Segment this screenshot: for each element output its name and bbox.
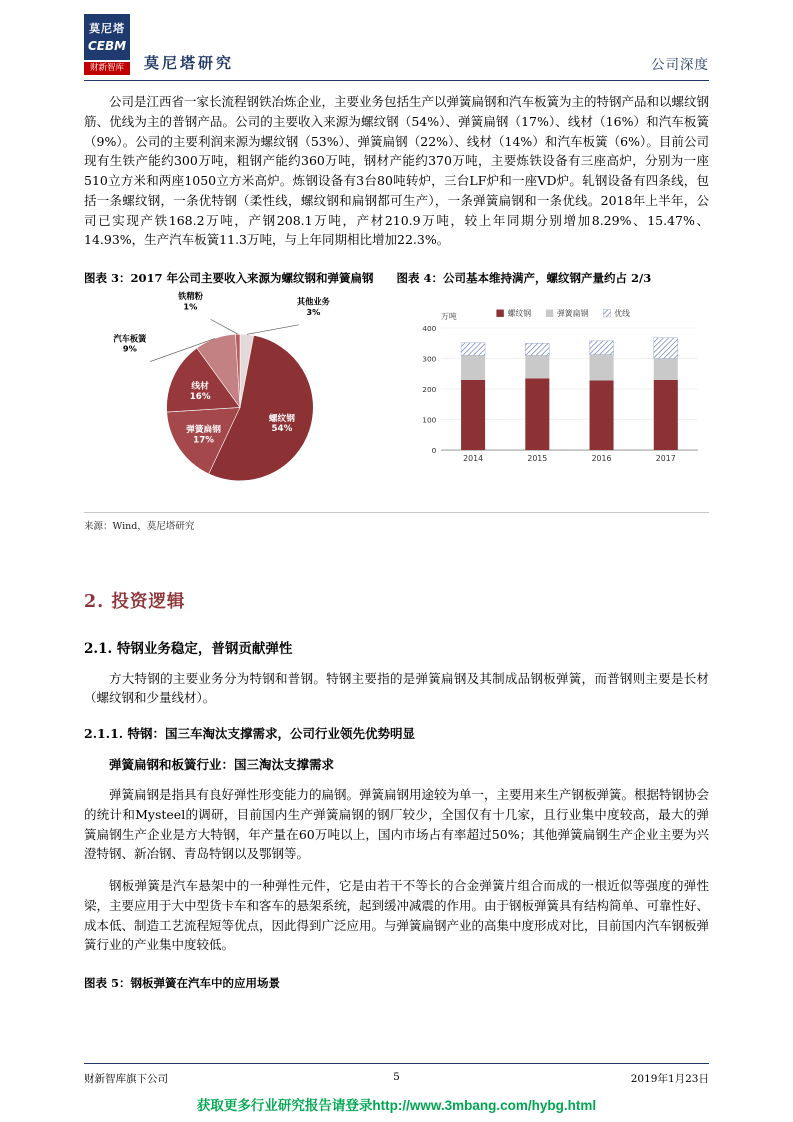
- bar-segment: [525, 343, 549, 355]
- report-download-link[interactable]: 获取更多行业研究报告请登录http://www.3mbang.com/hybg.html: [196, 1098, 597, 1113]
- figure3-title: 图表 3：2017 年公司主要收入来源为螺纹钢和弹簧扁钢: [84, 271, 374, 285]
- bar-segment: [546, 310, 553, 317]
- figure-title-row: [84, 270, 709, 286]
- chart-label: 万吨: [440, 311, 457, 321]
- chart-label: 2015: [527, 454, 548, 464]
- bar-segment: [525, 355, 549, 378]
- chart-label: 螺纹钢: [268, 414, 295, 425]
- chart-label: [177, 291, 204, 311]
- chart-label: 54%: [271, 424, 293, 435]
- bar-segment: [590, 380, 614, 450]
- company-logo: [84, 14, 130, 75]
- chart-label: 300: [422, 354, 437, 364]
- figure4-title: 图表 4：公司基本维持满产，螺纹钢产量约占 2/3: [396, 271, 652, 285]
- chart-shape: [211, 319, 238, 334]
- logo-mark: [84, 14, 130, 60]
- chart-label: 100: [422, 415, 437, 425]
- section-2-1-paragraph: 方大特钢的主要业务分为特钢和普钢。特钢主要指的是弹簧扁钢及其制成品钢板弹簧，而普钢则主要是长材（螺纹钢和少量线材）。: [84, 670, 709, 706]
- logo-subbrand: 财新智库: [84, 62, 130, 75]
- chart-label: 400: [422, 323, 437, 333]
- chart-label: 弹簧扁钢: [556, 309, 589, 319]
- chart-label: 0: [431, 445, 437, 455]
- chart-label: 1%: [183, 301, 198, 312]
- chart-label: 弹簧扁钢: [186, 425, 221, 436]
- bar-segment: [461, 343, 485, 356]
- chart-label: 其他业务: [296, 296, 330, 307]
- bar-segment: [590, 355, 614, 381]
- chart-label: 17%: [193, 435, 214, 446]
- intro-paragraph: 公司是江西省一家长流程钢铁冶炼企业，主要业务包括生产以弹簧扁钢和汽车板簧为主的特钢产品和以螺纹钢筋、优线为主的普钢产品。公司的主要收入来源为螺纹钢（54%）、弹簧扁钢（17%）、线材（16%）和汽车板簧（9%）。公司的主要利润来源为螺纹钢（53%）、弹簧扁钢（22%）、线材（14%）和汽车板簧（6%）。目前公司现有生铁产能约300万吨，粗钢产能约360万吨，钢材产能约370万吨，主要炼铁设备有三座高炉，分别为一座510立方米和两座1050立方米高炉。炼钢设备有3台80吨转炉，三台LF炉和一座VD炉。轧钢设备有四条线，包括一条螺纹钢，一条优特钢（柔性线，螺纹钢和扁钢都可生产），一条弹簧扁钢和一条优线。2018年上半年，公司已实现产铁168.2万吨，产钢208.1万吨，产材210.9万吨，较上年同期分别增加8.29%、15.47%、14.93%，生产汽车板簧11.3万吨，与上年同期相比增加22.3%。: [84, 94, 710, 248]
- chart-label: 16%: [189, 391, 211, 402]
- chart-label: [112, 333, 147, 353]
- chart-label: 铁精粉: [178, 291, 203, 302]
- bar-segment: [461, 380, 485, 450]
- chart-label: [297, 297, 331, 317]
- bar-segment: [654, 359, 678, 380]
- section-2-1-1-subheading: 弹簧扁钢和板簧行业：国三淘汰支撑需求: [109, 757, 335, 773]
- spring-flat-steel-paragraph: 弹簧扁钢是指具有良好弹性形变能力的扁钢。弹簧扁钢用途较为单一，主要用来生产钢板弹簧。根据特钢协会的统计和Mysteel的调研，目前国内生产弹簧扁钢的钢厂较少，全国仅有十几家，且行业集中度较高，最大的弹簧扁钢生产企业是方大特钢，年产量在60万吨以上，国内市场占有率超过50%；其他弹簧扁钢生产企业主要为兴澄特钢、新冶钢、青岛特钢以及鄂钢等。: [84, 787, 710, 862]
- page-footer: [84, 1063, 709, 1086]
- report-category: 公司深度: [651, 57, 709, 73]
- logo-text-cn: 莫尼塔: [89, 22, 125, 35]
- bar-segment: [603, 310, 610, 317]
- chart-label: 汽车板簧: [113, 333, 147, 344]
- bar-segment: [461, 355, 485, 379]
- section-2-1-1-heading: 2.1.1. 特钢：国三车淘汰支撑需求，公司行业领先优势明显: [84, 726, 416, 742]
- report-header: [84, 8, 709, 75]
- section-2-1-heading: 2.1. 特钢业务稳定，普钢贡献弹性: [84, 640, 293, 657]
- chart-label: 优线: [614, 309, 630, 319]
- chart-label: 2016: [591, 454, 612, 464]
- report-brand-title: 莫尼塔研究: [144, 54, 235, 72]
- chart-label: 200: [422, 384, 437, 394]
- section-2-heading: 2. 投资逻辑: [84, 591, 186, 612]
- bar-segment: [590, 341, 614, 355]
- source-note: 来源：Wind，莫尼塔研究: [84, 512, 709, 532]
- chart-label: 9%: [122, 343, 137, 354]
- footer-date: 2019年1月23日: [630, 1073, 709, 1085]
- chart-label: 3%: [306, 306, 321, 317]
- figure5-title: 图表 5：钢板弹簧在汽车中的应用场景: [84, 976, 281, 991]
- logo-text-en: CEBM: [87, 39, 127, 53]
- footer-company: 财新智库旗下公司: [84, 1073, 168, 1085]
- chart-label: [269, 412, 295, 434]
- chart-label: 线材: [191, 381, 209, 392]
- chart-label: 2014: [463, 454, 484, 464]
- header-divider: [84, 80, 709, 81]
- bar-segment: [525, 378, 549, 450]
- bar-segment: [654, 380, 678, 450]
- chart-label: [190, 380, 211, 402]
- chart-shape: [247, 325, 299, 335]
- bar-chart-production: [404, 304, 709, 475]
- bar-segment: [654, 338, 678, 359]
- leaf-spring-paragraph: 钢板弹簧是汽车悬架中的一种弹性元件，它是由若干不等长的合金弹簧片组合而成的一根近似等强度的弹性梁，主要应用于大中型货卡车和客车的悬架系统，起到缓冲减震的作用。由于钢板弹簧具有结构简单、可靠性好、成本低、制造工艺流程短等优点，因此得到广泛应用。与弹簧扁钢产业的高集中度形成对比，目前国内汽车钢板弹簧行业的产业集中度较低。: [84, 878, 710, 953]
- footer-page-number: 5: [393, 1071, 400, 1083]
- chart-label: 螺纹钢: [507, 309, 532, 319]
- charts-row: [84, 290, 709, 506]
- pie-chart-revenue-2017: [84, 290, 396, 506]
- bar-segment: [496, 310, 503, 317]
- chart-label: 2017: [655, 454, 676, 464]
